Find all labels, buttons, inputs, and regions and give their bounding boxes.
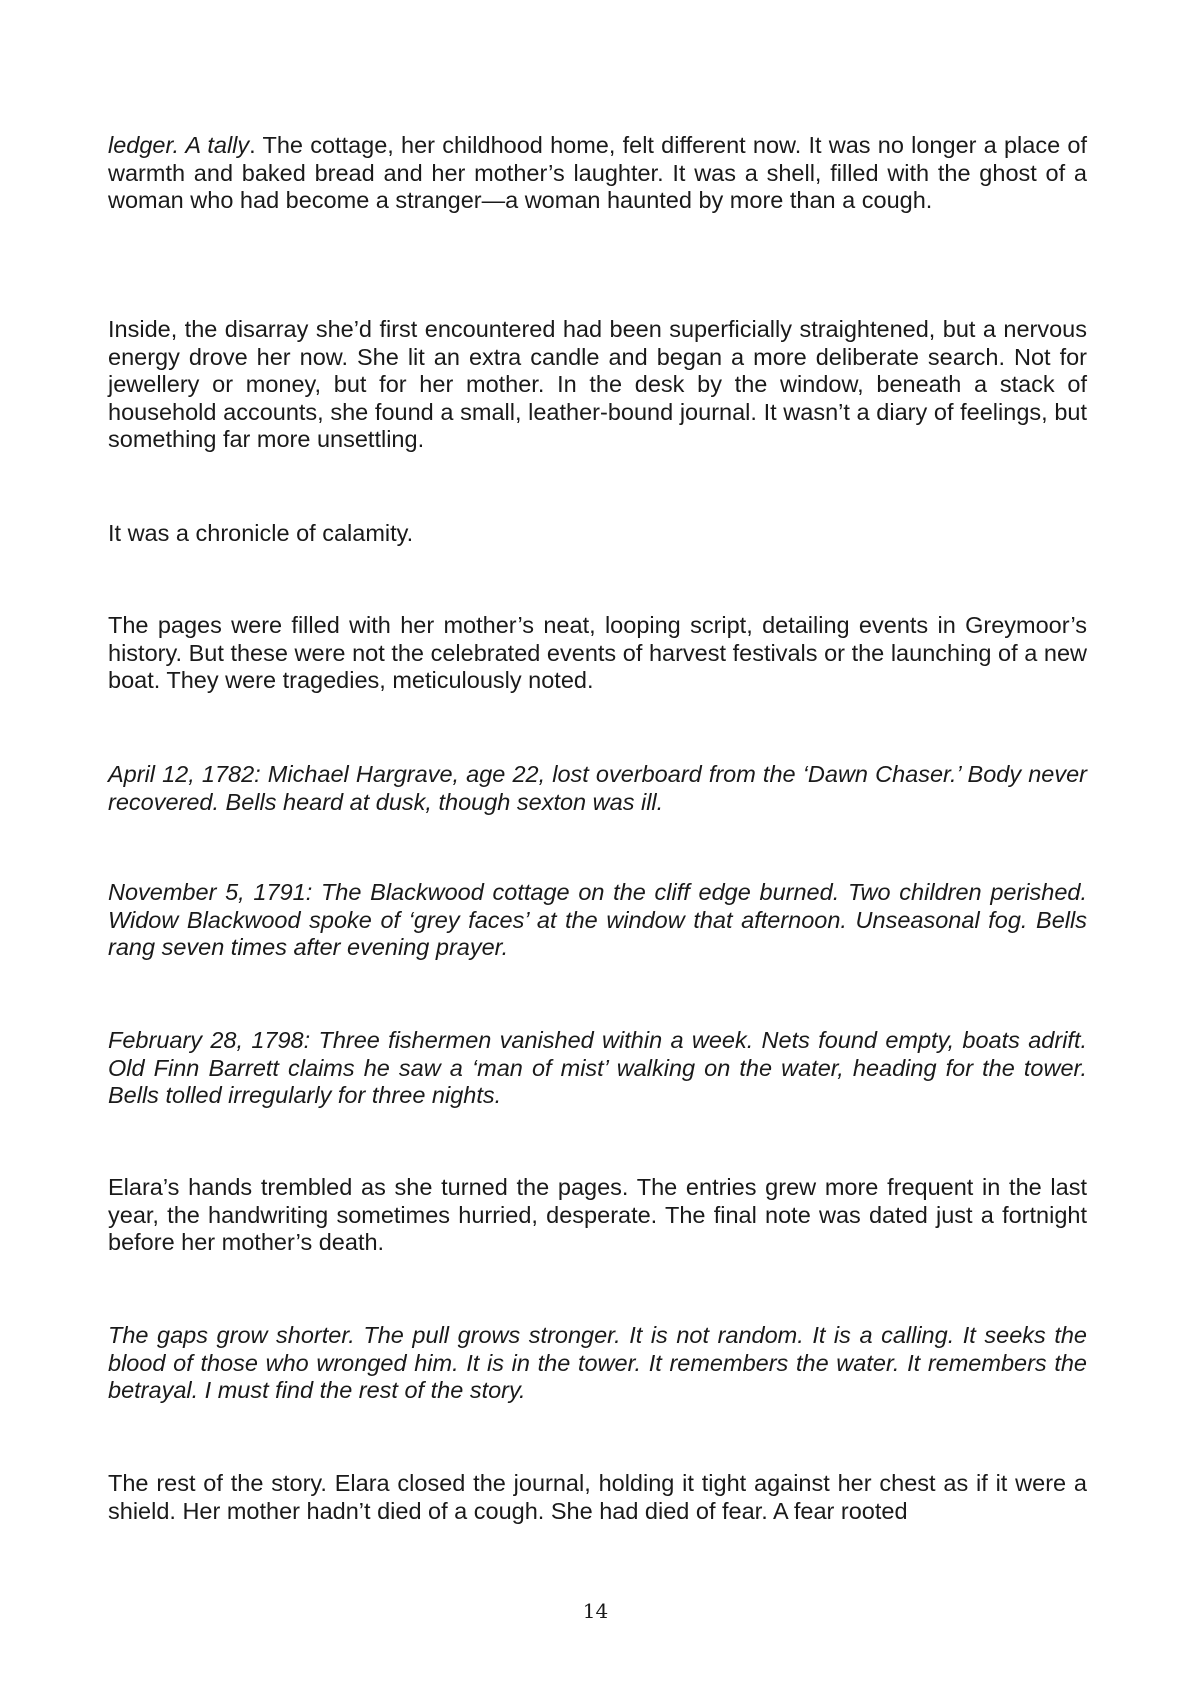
journal-final-note: The gaps grow shorter. The pull grows stronger. It is not random. It is a calling. It seeks the blood of those who wronged him. It is in the tower. It remembers the water. It remembers the betrayal. I must find the rest of the story. bbox=[108, 1322, 1087, 1403]
journal-entry-1798: February 28, 1798: Three fishermen vanished within a week. Nets found empty, boats adrift. Old Finn Barrett claims he saw a ‘man of mist’ walking on the water, heading for the tower. Bells tolled irregularly for three nights. bbox=[108, 1027, 1087, 1108]
page-number: 14 bbox=[582, 1599, 609, 1623]
paragraph-10: The rest of the story. Elara closed the journal, holding it tight against her chest as if it were a shield. Her mother hadn’t died of a cough. She had died of fear. A fear rooted bbox=[108, 1470, 1087, 1524]
paragraph-4: The pages were filled with her mother’s neat, looping script, detailing events in Greymoor’s history. But these were not the celebrated events of harvest festivals or the launching of a new boat. They were tragedies, meticulously noted. bbox=[108, 612, 1087, 693]
paragraph-2: Inside, the disarray she’d first encountered had been superficially straightened, but a nervous energy drove her now. She lit an extra candle and began a more deliberate search. Not for jewellery or money, but for her mother. In the desk by the window, beneath a stack of household accounts, she found a small, leather-bound journal. It wasn’t a diary of feelings, but something far more unsettling. bbox=[108, 316, 1087, 452]
paragraph-1 bbox=[108, 132, 1087, 215]
paragraph-8: Elara’s hands trembled as she turned the pages. The entries grew more frequent in the last year, the handwriting sometimes hurried, desperate. The final note was dated just a fortnight before her mother’s death. bbox=[108, 1174, 1087, 1255]
journal-entry-1791: November 5, 1791: The Blackwood cottage on the cliff edge burned. Two children perished. Widow Blackwood spoke of ‘grey faces’ at the window that afternoon. Unseasonal fog. Bells rang seven times after evening prayer. bbox=[108, 879, 1087, 960]
journal-entry-1782: April 12, 1782: Michael Hargrave, age 22, lost overboard from the ‘Dawn Chaser.’ Body never recovered. Bells heard at dusk, though sexton was ill. bbox=[108, 761, 1087, 815]
paragraph-1-text: . The cottage, her childhood home, felt different now. It was no longer a place of warmth and baked bread and her mother’s laughter. It was a shell, filled with the ghost of a woman who had become a stranger—a woman haunted by more than a cough. bbox=[108, 132, 1087, 213]
paragraph-1-italic-lead: ledger. A tally bbox=[108, 132, 250, 158]
paragraph-3: It was a chronicle of calamity. bbox=[108, 520, 414, 546]
